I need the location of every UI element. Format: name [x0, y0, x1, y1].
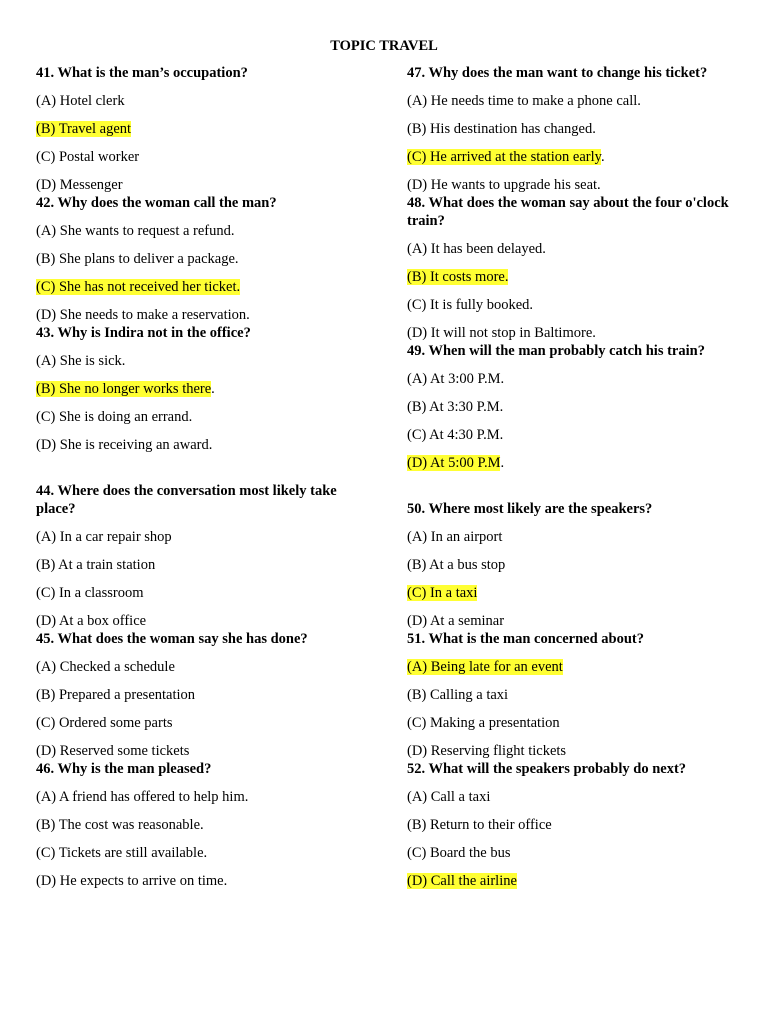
question-block-46 [36, 760, 376, 890]
answer-option: (C) It is fully booked. [407, 297, 534, 313]
answer-option: (A) In a car repair shop [36, 529, 172, 545]
highlighted-answer: (C) In a taxi [407, 585, 478, 601]
answer-option: (A) A friend has offered to help him. [36, 789, 249, 805]
section-gap [36, 454, 376, 482]
question-text: 44. Where does the conversation most likely take place? [36, 483, 337, 517]
question-text: 41. What is the man’s occupation? [36, 65, 248, 81]
question-block-49 [407, 342, 737, 472]
answer-option: (C) Tickets are still available. [36, 845, 208, 861]
left-question-column [36, 64, 376, 890]
answer-option [36, 120, 376, 138]
answer-option: (D) At a box office [36, 613, 147, 629]
answer-option [407, 872, 737, 890]
answer-option: (B) At a bus stop [407, 557, 506, 573]
answer-option: (B) Calling a taxi [407, 687, 509, 703]
answer-option: (A) She wants to request a refund. [36, 223, 235, 239]
answer-option: (D) Reserving flight tickets [407, 743, 567, 759]
answer-option: (D) At a seminar [407, 613, 505, 629]
answer-option: (C) She is doing an errand. [36, 409, 193, 425]
answer-option: (C) Postal worker [36, 149, 140, 165]
answer-option: (C) Ordered some parts [36, 715, 173, 731]
highlighted-answer: (C) He arrived at the station early [407, 149, 601, 165]
question-block-48 [407, 194, 737, 342]
answer-option: (C) Making a presentation [407, 715, 560, 731]
question-block-51 [407, 630, 737, 760]
answer-option: (C) At 4:30 P.M. [407, 427, 504, 443]
question-block-42 [36, 194, 376, 324]
question-block-52 [407, 760, 737, 890]
question-block-41 [36, 64, 376, 194]
answer-option: (A) Hotel clerk [36, 93, 125, 109]
question-text: 50. Where most likely are the speakers? [407, 501, 653, 517]
question-text: 48. What does the woman say about the four o'clock train? [407, 195, 729, 229]
answer-option: (B) Return to their office [407, 817, 552, 833]
answer-option: (C) Board the bus [407, 845, 511, 861]
question-block-44 [36, 482, 376, 630]
answer-option: (A) It has been delayed. [407, 241, 546, 257]
answer-option: (A) Call a taxi [407, 789, 491, 805]
right-question-column [407, 64, 737, 890]
highlighted-answer: (C) She has not received her ticket. [36, 279, 241, 295]
answer-option [407, 148, 737, 166]
question-block-47 [407, 64, 737, 194]
answer-option: (D) He wants to upgrade his seat. [407, 177, 601, 193]
highlighted-answer: (B) She no longer works there [36, 381, 212, 397]
question-text: 52. What will the speakers probably do next? [407, 761, 687, 777]
question-text: 43. Why is Indira not in the office? [36, 325, 251, 341]
question-text: 49. When will the man probably catch his train? [407, 343, 705, 359]
answer-option [407, 268, 737, 286]
question-text: 51. What is the man concerned about? [407, 631, 644, 647]
answer-option: (B) Prepared a presentation [36, 687, 196, 703]
answer-option: (B) At 3:30 P.M. [407, 399, 504, 415]
answer-option: (A) At 3:00 P.M. [407, 371, 505, 387]
answer-option: (A) Checked a schedule [36, 659, 175, 675]
answer-option: (D) She is receiving an award. [36, 437, 213, 453]
answer-option: (A) She is sick. [36, 353, 126, 369]
answer-option [407, 454, 737, 472]
answer-option: (B) At a train station [36, 557, 156, 573]
answer-option [36, 278, 376, 296]
answer-suffix: . [211, 381, 215, 397]
answer-option: (D) She needs to make a reservation. [36, 307, 250, 323]
answer-option: (C) In a classroom [36, 585, 144, 601]
answer-option: (D) He expects to arrive on time. [36, 873, 228, 889]
question-text: 47. Why does the man want to change his ticket? [407, 65, 708, 81]
answer-option: (B) The cost was reasonable. [36, 817, 204, 833]
answer-option: (D) It will not stop in Baltimore. [407, 325, 596, 341]
answer-option [36, 380, 376, 398]
question-block-50 [407, 500, 737, 630]
question-text: 46. Why is the man pleased? [36, 761, 212, 777]
answer-option: (D) Reserved some tickets [36, 743, 190, 759]
answer-option: (B) She plans to deliver a package. [36, 251, 239, 267]
answer-option: (A) In an airport [407, 529, 503, 545]
section-gap [407, 472, 737, 500]
highlighted-answer: (B) It costs more. [407, 269, 509, 285]
highlighted-answer: (D) At 5:00 P.M [407, 455, 501, 471]
question-text: 42. Why does the woman call the man? [36, 195, 277, 211]
highlighted-answer: (D) Call the airline [407, 873, 517, 889]
answer-option [407, 658, 737, 676]
page-title: TOPIC TRAVEL [330, 38, 438, 54]
question-block-43 [36, 324, 376, 454]
highlighted-answer: (B) Travel agent [36, 121, 132, 137]
answer-option: (D) Messenger [36, 177, 123, 193]
answer-suffix: . [600, 149, 605, 165]
answer-option: (A) He needs time to make a phone call. [407, 93, 641, 109]
answer-suffix: . [500, 455, 505, 471]
highlighted-answer: (A) Being late for an event [407, 659, 563, 675]
answer-option [407, 584, 737, 602]
question-text: 45. What does the woman say she has done? [36, 631, 308, 647]
answer-option: (B) His destination has changed. [407, 121, 596, 137]
question-block-45 [36, 630, 376, 760]
